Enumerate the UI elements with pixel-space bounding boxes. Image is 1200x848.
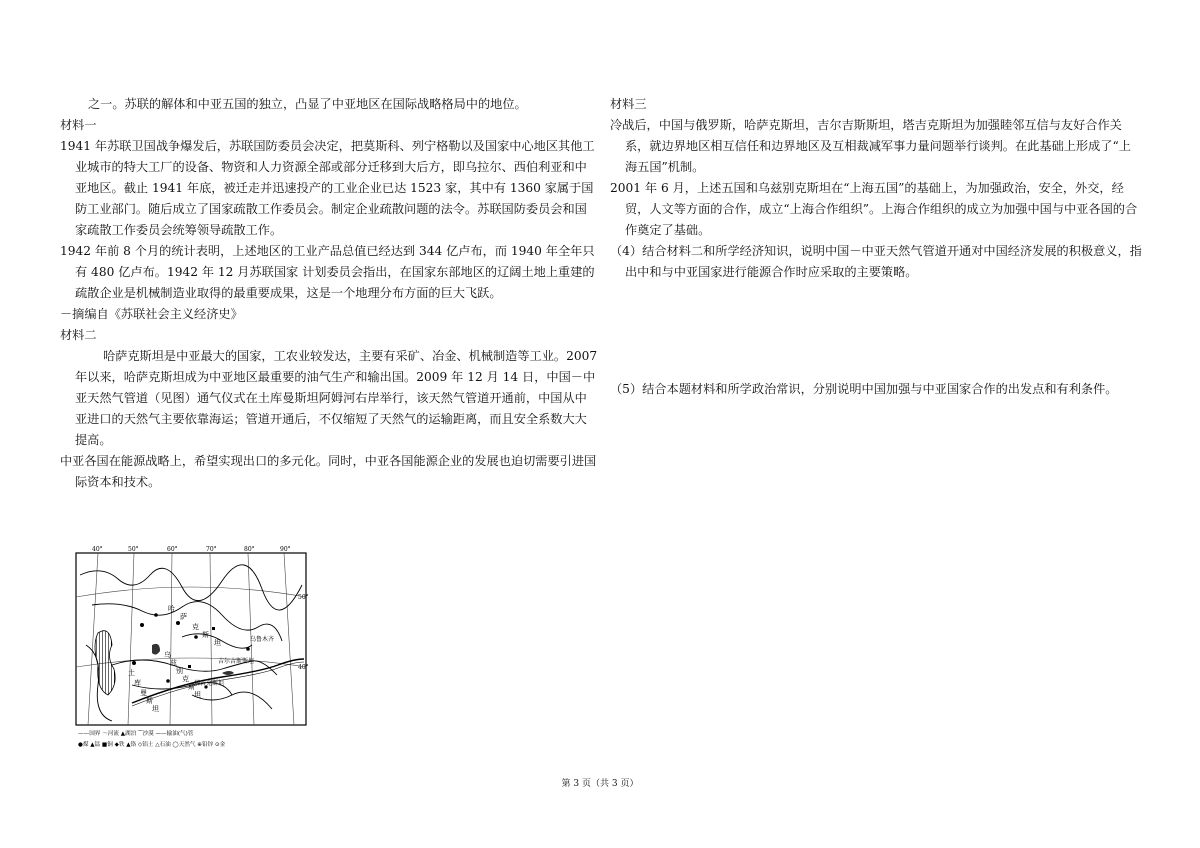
svg-text:曼: 曼 <box>140 689 147 697</box>
lon-label: 80° <box>244 546 255 553</box>
svg-text:克: 克 <box>192 623 199 631</box>
material-1-source: －摘编自《苏联社会主义经济史》 <box>60 307 243 321</box>
lon-label: 60° <box>167 546 178 553</box>
svg-text:库: 库 <box>134 679 141 687</box>
intro-text: 之一。苏联的解体和中亚五国的独立，凸显了中亚地区在国际战略格局中的地位。 <box>88 97 527 111</box>
lon-label: 90° <box>280 546 291 553</box>
lon-label: 40° <box>92 546 103 553</box>
svg-text:兹: 兹 <box>170 659 177 667</box>
material-2-title: 材料二 <box>60 328 97 342</box>
map-svg <box>72 545 312 751</box>
svg-text:土: 土 <box>128 669 135 677</box>
material-1-title: 材料一 <box>60 118 97 132</box>
svg-text:坦: 坦 <box>152 705 159 713</box>
lat-label: 40° <box>298 664 309 671</box>
lat-label: 50° <box>298 594 309 601</box>
svg-text:吉尔吉斯斯坦: 吉尔吉斯斯坦 <box>218 658 255 665</box>
svg-text:克: 克 <box>182 675 189 683</box>
left-column <box>60 94 598 493</box>
svg-text:哈: 哈 <box>168 605 175 613</box>
material-1-paragraph-2: 1942 年前 8 个月的统计表明，上述地区的工业产品总值已经达到 344 亿卢布，而 1940 年全年只有 480 亿卢布。1942 年 12 月苏联国家 计划委员会指出，在国家东部地区的辽阔土地上重建的疏散企业是机械制造业取得的最重要成果，这是一个地理分布方面的巨大飞跃。 <box>60 244 595 300</box>
map-legend-row-2: ●煤 ▲锰 ■铜 ◆铁 ▲铬 ◇铝土 △石油 ◯天然气 ⊕铅锌 ⊙金 <box>78 742 226 748</box>
page-footer: 第 3 页（共 3 页） <box>561 779 639 789</box>
svg-text:斯: 斯 <box>202 631 209 639</box>
material-3-title: 材料三 <box>610 97 647 111</box>
svg-text:塔吉克斯坦: 塔吉克斯坦 <box>194 680 225 687</box>
material-3-paragraph-1: 冷战后，中国与俄罗斯，哈萨克斯坦，吉尔吉斯斯坦，塔吉克斯坦为加强睦邻互信与友好合作关系，就边界地区相互信任和边界地区及互相裁减军事力量问题举行谈判。在此基础上形成了“上海五国”机制。 <box>610 118 1131 174</box>
material-2-paragraph-2: 中亚各国在能源战略上，希望实现出口的多元化。同时，中亚各国能源企业的发展也迫切需要引进国际资本和技术。 <box>60 454 597 489</box>
map-legend-row-1: ——国界 ～河流 ▲湖泊 ⁀沙漠 ——输油(气)管 <box>78 731 194 737</box>
svg-text:别: 别 <box>176 667 183 675</box>
lon-label: 50° <box>128 546 139 553</box>
question-4: （4）结合材料二和所学经济知识，说明中国－中亚天然气管道开通对中国经济发展的积极意义，指出中和与中亚国家进行能源合作时应采取的主要策略。 <box>610 244 1142 279</box>
lon-label: 70° <box>206 546 217 553</box>
right-column <box>610 94 1142 400</box>
question-5: （5）结合本题材料和所学政治常识，分别说明中国加强与中亚国家合作的出发点和有利条件。 <box>610 382 1118 396</box>
svg-text:坦: 坦 <box>194 691 201 699</box>
svg-text:斯: 斯 <box>146 697 153 705</box>
svg-text:坦: 坦 <box>214 639 221 647</box>
material-1-paragraph-1: 1941 年苏联卫国战争爆发后，苏联国防委员会决定，把莫斯科、列宁格勒以及国家中心地区其他工业城市的特大工厂的设备、物资和人力资源全部或部分迁移到大后方，即乌拉尔、西伯利亚和中亚地区。截止 1941 年底，被迁走并迅速投产的工业企业已达 1523 家，其中有 1360 家属于国防工业部门。随后成立了国家疏散工作委员会。制定企业疏散问题的法令。苏联国防委员会和国家疏散工作委员会统筹领导疏散工作。 <box>60 139 595 237</box>
svg-text:斯: 斯 <box>188 683 195 691</box>
material-3-paragraph-2: 2001 年 6 月，上述五国和乌兹别克斯坦在“上海五国”的基础上，为加强政治，安全，外交，经贸，人文等方面的合作，成立“上海合作组织”。上海合作组织的成立为加强中国与中亚各国的合作奠定了基础。 <box>610 181 1138 237</box>
central-asia-pipeline-map <box>72 545 312 751</box>
svg-text:乌: 乌 <box>164 651 171 659</box>
svg-text:乌鲁木齐: 乌鲁木齐 <box>250 636 275 643</box>
svg-text:萨: 萨 <box>180 613 187 621</box>
material-2-paragraph-1: 哈萨克斯坦是中亚最大的国家，工农业较发达，主要有采矿、冶金、机械制造等工业。2007 年以来，哈萨克斯坦成为中亚地区最重要的油气生产和输出国。2009 年 12 月 14 日，中国－中亚天然气管道（见图）通气仪式在土库曼斯坦阿姆河右岸举行，该天然气管道开通前，中国从中亚进口的天然气主要依靠海运；管道开通后，不仅缩短了天然气的运输距离，而且安全系数大大提高。 <box>75 349 598 447</box>
